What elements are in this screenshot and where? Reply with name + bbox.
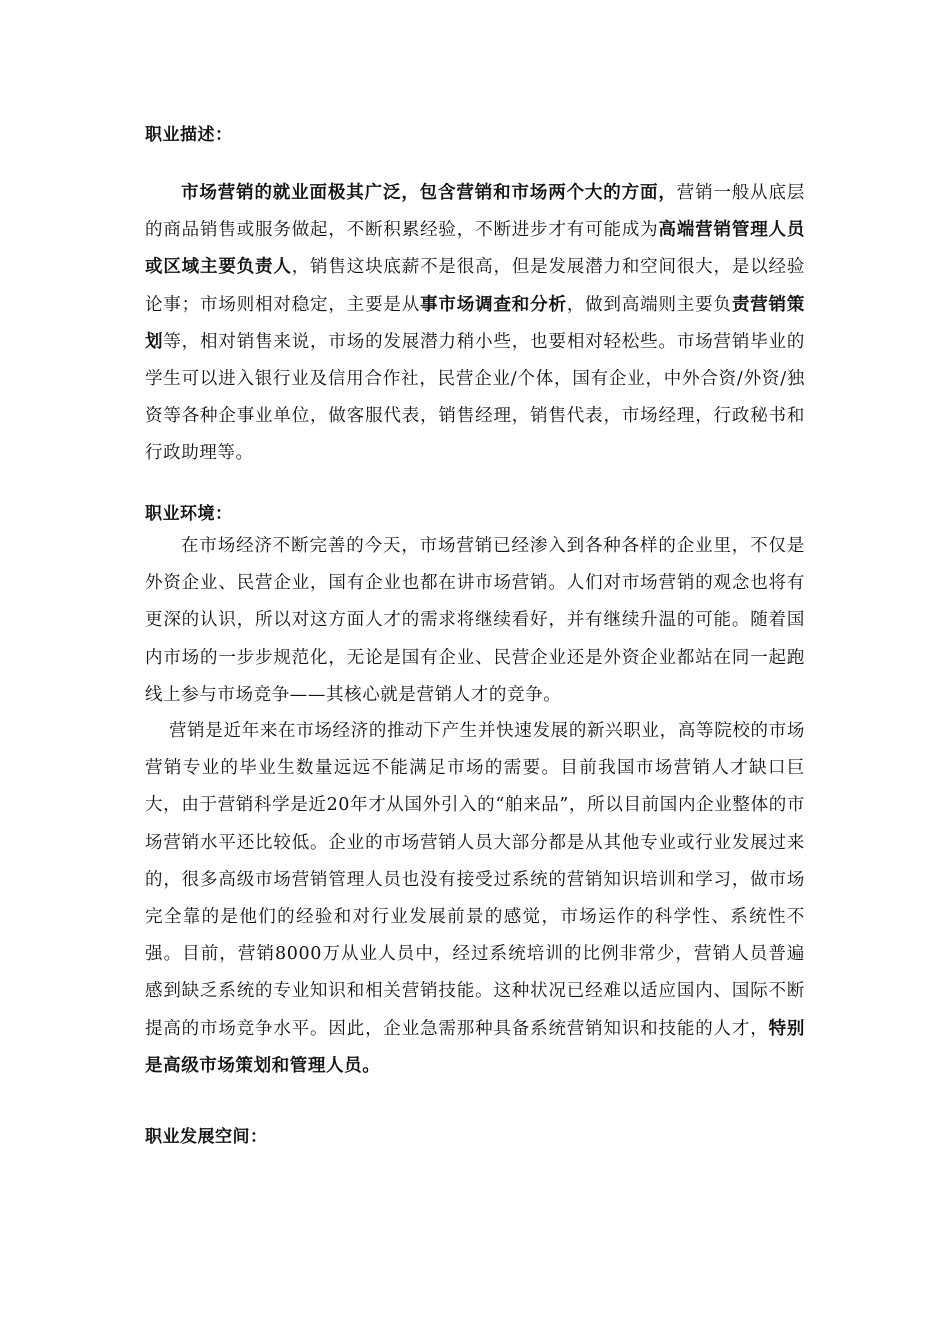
body-text: 等，相对销售来说，市场的发展潜力稍小些，也要相对轻松些。市场营销毕业的学生可以进入银行业及信用合作社，民营企业/个体，国有企业，中外合资/外资/独资等各种企事业单位，做客服代表，销售经理，销售代表，市场经理，行政秘书和行政助理等。 (145, 331, 805, 464)
bold-text: 特别是高级市场策划和管理人员。 (145, 1018, 806, 1076)
body-text: ，做到高端则主要负 (566, 294, 732, 315)
paragraph-environment-2 (145, 713, 805, 1085)
bold-text: 市场营销的就业面极其广泛，包含营销和市场两个大的方面， (181, 183, 677, 203)
bold-text: 责营销策划 (145, 294, 805, 352)
heading-career-development: 职业发展空间： (145, 1127, 268, 1147)
body-text: 营销一般从底层的商品销售或服务做起，不断积累经验，不断进步才有可能成为 (145, 183, 805, 241)
body-text: ，销售这块底薪不是很高，但是发展潜力和空间很大，是以经验论事；市场则相对稳定，主要是从 (145, 257, 805, 315)
body-text: 营销是近年来在市场经济的推动下产生并快速发展的新兴职业，高等院校的市场营销专业的毕业生数量远远不能满足市场的需要。目前我国市场营销人才缺口巨大，由于营销科学是近20年才从国外引入的“舶来品”，所以目前国内企业整体的市场营销水平还比较低。企业的市场营销人员大部分都是从其他专业或行业发展过来的，很多高级市场营销管理人员也没有接受过系统的营销知识培训和学习，做市场完全靠的是他们的经验和对行业发展前景的感觉，市场运作的科学性、系统性不强。目前，营销8000万从业人员中，经过系统培训的比例非常少，营销人员普遍感到缺乏系统的专业知识和相关营销技能。这种状况已经难以适应国内、国际不断提高的市场竞争水平。因此，企业急需那种具备系统营销知识和技能的人才， (145, 721, 805, 1039)
paragraph-career-description (145, 175, 805, 473)
heading-career-description: 职业描述： (145, 125, 233, 145)
bold-text: 事市场调查和分析 (420, 294, 567, 315)
heading-career-environment: 职业环境： (145, 504, 233, 524)
paragraph-environment-1: 在市场经济不断完善的今天，市场营销已经渗入到各种各样的企业里，不仅是外资企业、民营企业，国有企业也都在讲市场营销。人们对市场营销的观念也将有更深的认识，所以对这方面人才的需求将继续看好，并有继续升温的可能。随着国内市场的一步步规范化，无论是国有企业、民营企业还是外资企业都站在同一起跑线上参与市场竞争——其核心就是营销人才的竞争。 (145, 536, 805, 705)
bold-text: 高端营销管理人员或区域主要负责人 (145, 220, 805, 278)
